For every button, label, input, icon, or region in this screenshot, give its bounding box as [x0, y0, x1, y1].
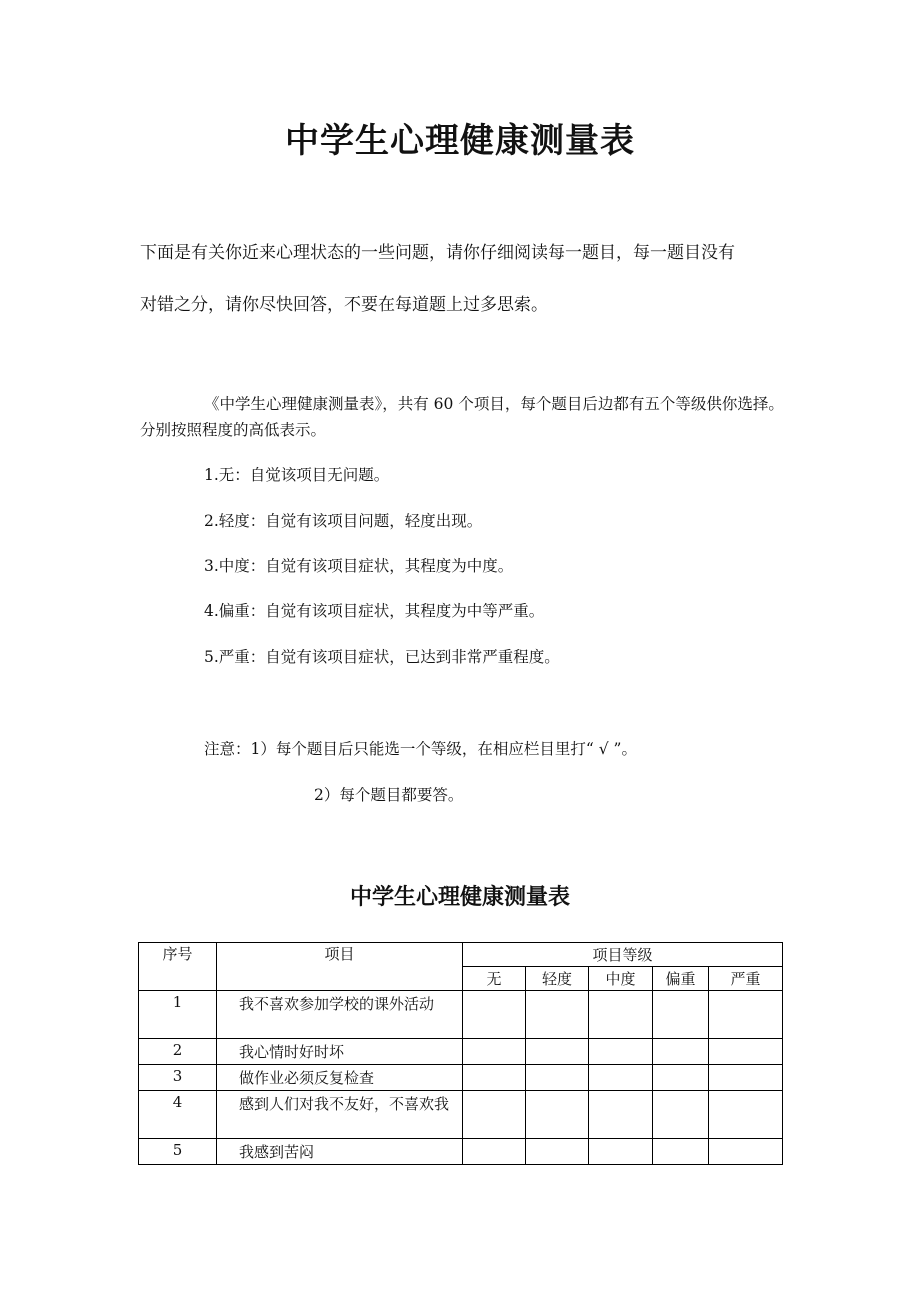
row-item: 感到人们对我不友好，不喜欢我	[217, 1091, 463, 1139]
answer-cell[interactable]	[526, 991, 589, 1039]
header-level-none: 无	[463, 967, 526, 991]
level-definition: 1.无：自觉该项目无问题。	[204, 466, 390, 484]
answer-cell[interactable]	[589, 991, 653, 1039]
header-level-severe: 严重	[709, 967, 783, 991]
answer-cell[interactable]	[526, 1065, 589, 1091]
level-definition: 3.中度：自觉有该项目症状，其程度为中度。	[204, 557, 514, 575]
answer-cell[interactable]	[526, 1139, 589, 1165]
row-item: 我不喜欢参加学校的课外活动	[217, 991, 463, 1039]
answer-cell[interactable]	[589, 1065, 653, 1091]
table-title: 中学生心理健康测量表	[349, 885, 570, 910]
intro-line-2: 对错之分，请你尽快回答，不要在每道题上过多思索。	[140, 295, 548, 315]
page-title: 中学生心理健康测量表	[285, 121, 635, 161]
row-number: 5	[139, 1139, 217, 1165]
answer-cell[interactable]	[463, 1139, 526, 1165]
header-grade: 项目等级	[463, 943, 783, 967]
row-number: 4	[139, 1091, 217, 1139]
note-one: 注意：1）每个题目后只能选一个等级，在相应栏目里打“ √ ”。	[204, 740, 637, 758]
table-row	[139, 1039, 783, 1065]
level-definition: 4.偏重：自觉有该项目症状，其程度为中等严重。	[204, 602, 545, 620]
answer-cell[interactable]	[589, 1139, 653, 1165]
table-row	[139, 1139, 783, 1165]
answer-cell[interactable]	[589, 1039, 653, 1065]
answer-cell[interactable]	[653, 1091, 709, 1139]
answer-cell[interactable]	[709, 1091, 783, 1139]
answer-cell[interactable]	[463, 991, 526, 1039]
answer-cell[interactable]	[653, 1065, 709, 1091]
scale-description: 《中学生心理健康测量表》，共有 60 个项目，每个题目后边都有五个等级供你选择。分别按照程度的高低表示。	[140, 395, 784, 439]
intro-line-1: 下面是有关你近来心理状态的一些问题，请你仔细阅读每一题目，每一题目没有	[140, 243, 735, 263]
answer-cell[interactable]	[526, 1039, 589, 1065]
answer-cell[interactable]	[653, 1039, 709, 1065]
table-row	[139, 1091, 783, 1139]
answer-cell[interactable]	[709, 991, 783, 1039]
table-row	[139, 991, 783, 1039]
row-item: 做作业必须反复检查	[217, 1065, 463, 1091]
answer-cell[interactable]	[653, 1139, 709, 1165]
row-number: 3	[139, 1065, 217, 1091]
header-number: 序号	[139, 943, 217, 991]
row-item: 我感到苦闷	[217, 1139, 463, 1165]
note-two: 2）每个题目都要答。	[314, 786, 464, 804]
answer-cell[interactable]	[653, 991, 709, 1039]
row-number: 1	[139, 991, 217, 1039]
header-level-moderate: 中度	[589, 967, 653, 991]
answer-cell[interactable]	[463, 1065, 526, 1091]
header-level-fairly-severe: 偏重	[653, 967, 709, 991]
table-row	[139, 1065, 783, 1091]
header-level-mild: 轻度	[526, 967, 589, 991]
assessment-table	[138, 942, 783, 1165]
answer-cell[interactable]	[709, 1039, 783, 1065]
row-item: 我心情时好时坏	[217, 1039, 463, 1065]
answer-cell[interactable]	[526, 1091, 589, 1139]
answer-cell[interactable]	[589, 1091, 653, 1139]
answer-cell[interactable]	[463, 1091, 526, 1139]
answer-cell[interactable]	[463, 1039, 526, 1065]
answer-cell[interactable]	[709, 1065, 783, 1091]
header-item: 项目	[217, 943, 463, 991]
level-definition: 2.轻度：自觉有该项目问题，轻度出现。	[204, 512, 483, 530]
level-definition: 5.严重：自觉有该项目症状，已达到非常严重程度。	[204, 648, 560, 666]
answer-cell[interactable]	[709, 1139, 783, 1165]
row-number: 2	[139, 1039, 217, 1065]
